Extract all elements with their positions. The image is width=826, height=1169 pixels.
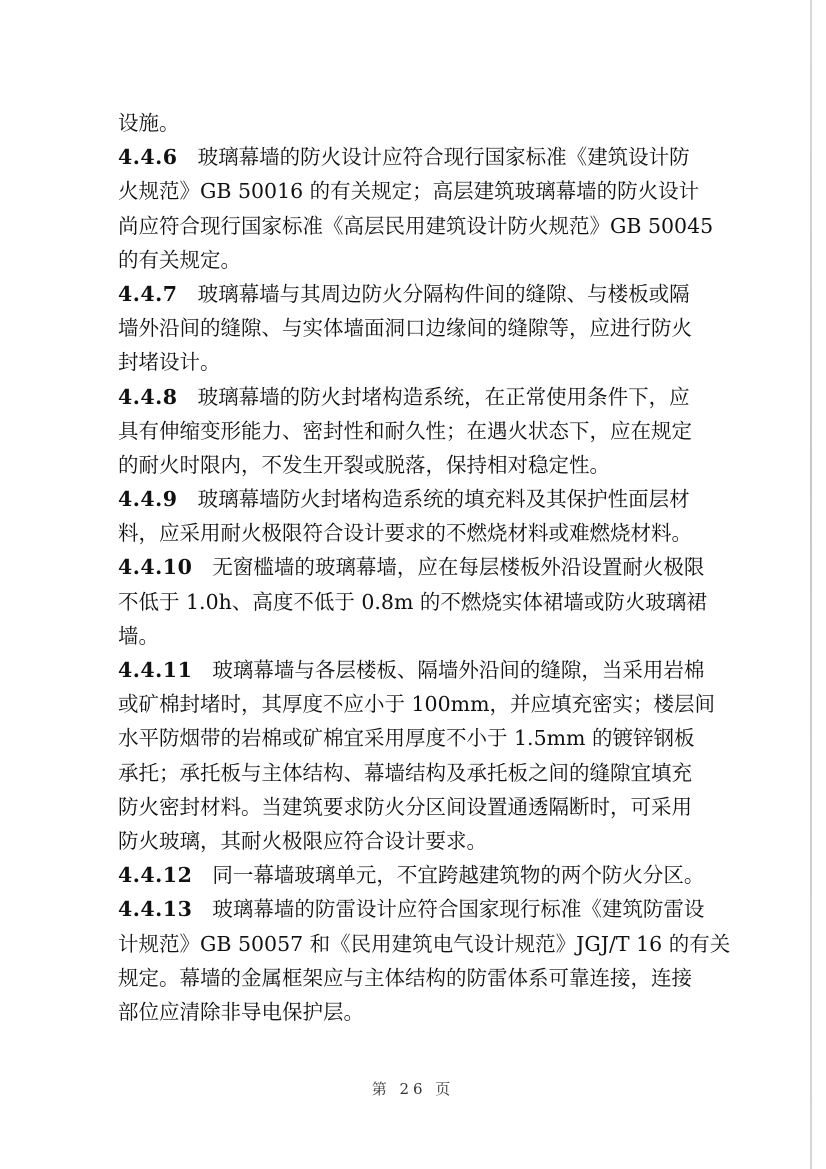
clause-text: 玻璃幕墙的防雷设计应符合国家现行标准《建筑防雷设 — [212, 897, 705, 922]
clause-text: 无窗槛墙的玻璃幕墙，应在每层楼板外沿设置耐火极限 — [212, 555, 705, 580]
text-line: 料，应采用耐火极限符合设计要求的不燃烧材料或难燃烧材料。 — [118, 521, 692, 546]
clause-number: 4.4.8 — [118, 384, 178, 409]
text-line — [118, 550, 730, 584]
document-body — [118, 106, 730, 1029]
text-line — [118, 277, 730, 311]
text-line: 部位应清除非导电保护层。 — [118, 999, 364, 1024]
text-line: 火规范》GB 50016 的有关规定；高层建筑玻璃幕墙的防火设计 — [118, 179, 700, 204]
clause-text: 同一幕墙玻璃单元，不宜跨越建筑物的两个防火分区。 — [212, 863, 705, 888]
text-line: 墙。 — [118, 623, 159, 648]
text-line: 封堵设计。 — [118, 350, 221, 375]
page-number: 第 26 页 — [371, 1080, 455, 1098]
clause-number: 4.4.11 — [118, 658, 193, 682]
text-line — [118, 653, 730, 687]
clause-4-4-7 — [118, 277, 730, 380]
text-line: 水平防烟带的岩棉或矿棉宜采用厚度不小于 1.5mm 的镀锌钢板 — [118, 726, 695, 751]
clause-text: 玻璃幕墙防火封堵构造系统的填充料及其保护性面层材 — [197, 487, 690, 512]
clause-number: 4.4.10 — [118, 555, 193, 580]
clause-text: 玻璃幕墙的防火封堵构造系统，在正常使用条件下，应 — [197, 384, 690, 409]
text-line — [118, 380, 730, 414]
text-line: 墙外沿间的缝隙、与实体墙面洞口边缘间的缝隙等，应进行防火 — [118, 316, 692, 341]
text-line: 尚应符合现行国家标准《高层民用建筑设计防火规范》GB 50045 — [118, 213, 714, 238]
text-line: 设施。 — [118, 111, 180, 135]
clause-text: 玻璃幕墙与其周边防火分隔构件间的缝隙、与楼板或隔 — [197, 281, 690, 306]
clause-text: 玻璃幕墙的防火设计应符合现行国家标准《建筑设计防 — [197, 145, 690, 170]
clause-number: 4.4.9 — [118, 487, 178, 512]
clause-4-4-11 — [118, 653, 730, 858]
text-line — [118, 858, 730, 892]
page-edge-shadow — [810, 0, 812, 1169]
clause-4-4-13 — [118, 892, 730, 1029]
clause-4-4-6 — [118, 140, 730, 277]
clause-number: 4.4.13 — [118, 897, 193, 922]
clause-number: 4.4.12 — [118, 863, 193, 888]
text-line: 计规范》GB 50057 和《民用建筑电气设计规范》JGJ/T 16 的有关 — [118, 931, 731, 956]
clause-4-4-10 — [118, 550, 730, 653]
text-line — [118, 482, 730, 516]
text-line: 防火密封材料。当建筑要求防火分区间设置通透隔断时，可采用 — [118, 794, 692, 819]
text-line: 承托；承托板与主体结构、幕墙结构及承托板之间的缝隙宜填充 — [118, 760, 692, 785]
clause-4-4-9 — [118, 482, 730, 550]
clause-number: 4.4.7 — [118, 281, 178, 306]
text-line: 的耐火时限内，不发生开裂或脱落，保持相对稳定性。 — [118, 452, 610, 477]
text-line — [118, 892, 730, 926]
text-line: 的有关规定。 — [118, 247, 241, 272]
clause-4-4-12 — [118, 858, 730, 892]
clause-text: 玻璃幕墙与各层楼板、隔墙外沿间的缝隙，当采用岩棉 — [212, 658, 705, 682]
clause-4-4-8 — [118, 380, 730, 483]
text-line — [118, 140, 730, 174]
text-line: 不低于 1.0h、高度不低于 0.8m 的不燃烧实体裙墙或防火玻璃裙 — [118, 589, 707, 614]
text-line: 具有伸缩变形能力、密封性和耐久性；在遇火状态下，应在规定 — [118, 418, 692, 443]
text-line: 或矿棉封堵时，其厚度不应小于 100mm，并应填充密实；楼层间 — [118, 692, 716, 717]
text-line: 防火玻璃，其耐火极限应符合设计要求。 — [118, 828, 487, 853]
clause-number: 4.4.6 — [118, 145, 178, 170]
text-line: 规定。幕墙的金属框架应与主体结构的防雷体系可靠连接，连接 — [118, 965, 692, 990]
